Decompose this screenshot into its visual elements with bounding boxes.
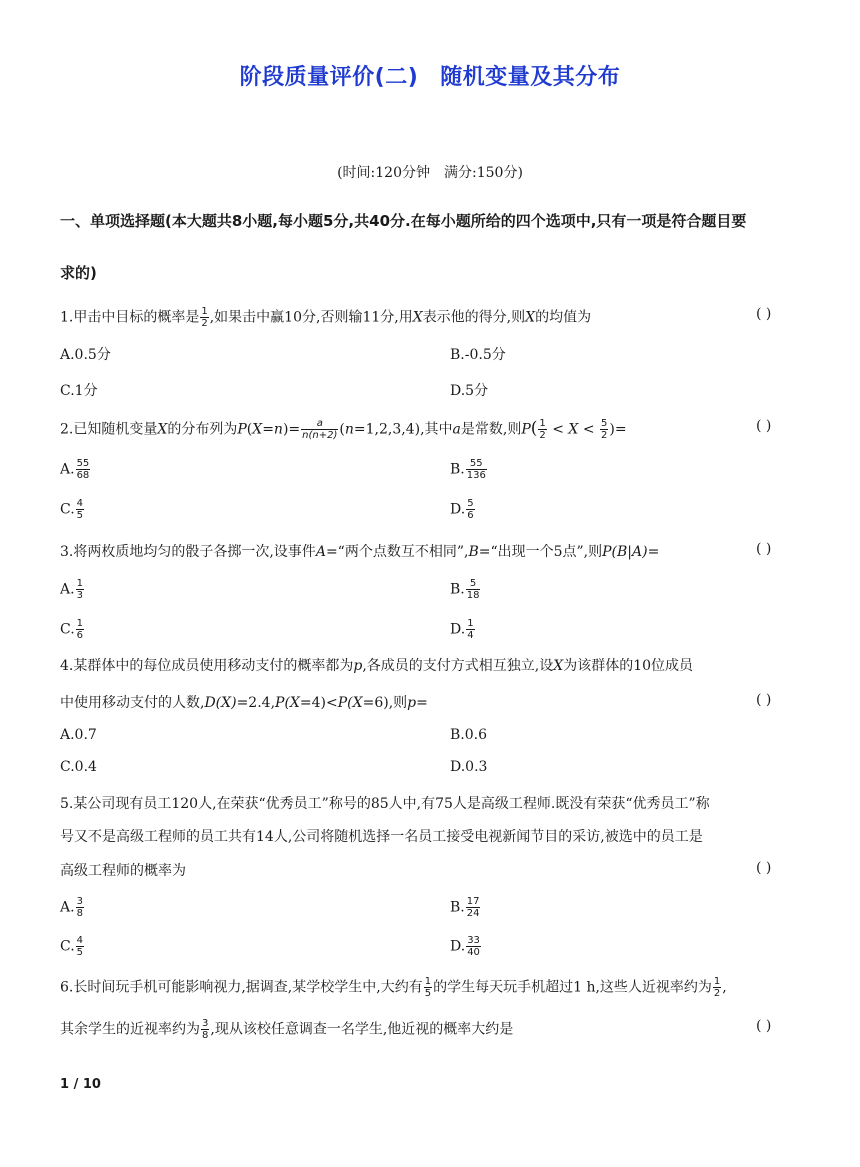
q3-b-den: 18 [466, 590, 480, 601]
q4-prob1: P(X [275, 695, 300, 711]
q1-answer-bracket[interactable]: ( ) [756, 306, 772, 322]
q3-var-b: B [468, 544, 479, 560]
q4-var-x: X [553, 658, 564, 674]
q2-text-i: ( [530, 418, 538, 439]
question-6-line2 [60, 1018, 805, 1041]
q4-variance: D(X) [204, 695, 237, 711]
section-heading-line2: 求的) [60, 264, 97, 282]
q3-answer-bracket[interactable]: ( ) [756, 541, 772, 557]
q5-b-frac [466, 896, 481, 919]
question-6-line1 [60, 976, 805, 999]
q6-frac2 [713, 976, 721, 999]
q3-option-a[interactable] [60, 578, 85, 601]
exam-meta [0, 162, 860, 182]
q6-answer-bracket[interactable]: ( ) [756, 1018, 772, 1034]
q2-answer-bracket[interactable]: ( ) [756, 418, 772, 434]
exam-time: (时间:120分钟 [337, 165, 430, 181]
q4-text-b: ,各成员的支付方式相互独立,设 [362, 658, 554, 674]
q1-text-b: ,如果击中赢10分,否则输11分,用 [209, 309, 413, 326]
q2-inner1-den: 2 [539, 430, 546, 441]
q3-b-num: 5 [469, 578, 477, 589]
q2-text-g: =1,2,3,4),其中 [353, 421, 453, 438]
q1-option-a[interactable]: A.0.5分 [60, 347, 111, 363]
q3-b-frac [466, 578, 481, 601]
q4-prob2: P(X [337, 695, 363, 711]
q1-option-d[interactable]: D.5分 [450, 383, 489, 399]
q5-option-a[interactable] [60, 896, 85, 919]
q6-frac1-num: 1 [424, 976, 432, 987]
q2-var-n2: n [344, 421, 354, 438]
q5-b-label: B. [450, 899, 465, 916]
q4-text-d: 中使用移动支付的人数, [60, 695, 205, 711]
title-part2: 随机变量及其分布 [440, 65, 621, 90]
q3-option-b[interactable] [450, 578, 481, 601]
q3-text-c: =“出现一个5点”,则 [478, 544, 603, 560]
q2-b-den: 136 [466, 470, 486, 481]
q2-inner2-num: 5 [601, 418, 608, 429]
question-4-line1 [60, 655, 805, 675]
q1-option-b[interactable]: B.-0.5分 [450, 347, 506, 363]
q2-text-e: )= [282, 421, 301, 438]
q2-option-c[interactable] [60, 498, 85, 521]
q2-c-num: 4 [76, 498, 84, 509]
q6-frac3 [201, 1018, 209, 1041]
q3-a-label: A. [60, 581, 75, 598]
q2-inner-frac1 [538, 418, 546, 441]
q1-frac-num: 1 [201, 306, 208, 317]
q5-d-label: D. [450, 938, 466, 955]
question-3 [60, 541, 805, 561]
q3-a-num: 1 [76, 578, 83, 589]
q6-frac2-den: 2 [713, 988, 721, 999]
q2-d-frac [466, 498, 474, 521]
q2-text-a: 2.已知随机变量 [60, 421, 158, 438]
q4-option-a[interactable]: A.0.7 [60, 727, 97, 743]
q3-option-d[interactable] [450, 618, 476, 641]
q2-var-a: a [452, 421, 461, 438]
q2-text-c: ( [246, 421, 253, 438]
q3-b-label: B. [450, 581, 465, 598]
q2-var-x2: X [252, 421, 263, 438]
q1-text-a: 1.甲击中目标的概率是 [60, 309, 200, 326]
q2-a-label: A. [60, 461, 75, 478]
q4-text-c: 为该群体的10位成员 [563, 658, 694, 674]
question-4-line2 [60, 692, 805, 712]
question-5-line1: 5.某公司现有员工120人,在荣获“优秀员工”称号的85人中,有75人是高级工程师.既没有荣获“优秀员工”称 [60, 796, 710, 812]
q5-d-frac [466, 935, 481, 958]
q4-option-d[interactable]: D.0.3 [450, 759, 488, 775]
q2-option-d[interactable] [450, 498, 476, 521]
q3-text-b: =“两个点数互不相同”, [325, 544, 469, 560]
question-2 [60, 418, 805, 441]
q1-text-c: 表示他的得分,则 [422, 309, 526, 326]
q6-frac1-den: 5 [424, 988, 432, 999]
title-part1: 阶段质量评价(二) [239, 65, 419, 90]
q6-frac3-den: 8 [202, 1030, 209, 1041]
q1-text-d: 的均值为 [535, 309, 592, 326]
q2-frac-den: n(n+2) [302, 430, 338, 441]
q5-a-num: 3 [76, 896, 83, 907]
q6-frac2-num: 1 [713, 976, 721, 987]
q3-option-c[interactable] [60, 618, 85, 641]
q6-text-c: , [722, 979, 727, 996]
q2-text-f: ( [339, 421, 345, 438]
q4-text-e: =2.4, [236, 695, 276, 711]
q2-prob-p1: P [237, 421, 247, 438]
q3-d-den: 4 [467, 630, 474, 641]
q2-option-a[interactable] [60, 458, 91, 481]
q5-option-c[interactable] [60, 935, 85, 958]
q2-a-num: 55 [76, 458, 90, 469]
section-heading-line1: 一、单项选择题(本大题共8小题,每小题5分,共40分.在每小题所给的四个选项中,只有一项是符合题目要 [60, 212, 747, 230]
q5-c-num: 4 [76, 935, 84, 946]
q4-text-a: 4.某群体中的每位成员使用移动支付的概率都为 [60, 658, 354, 674]
q3-a-frac [76, 578, 84, 601]
q5-a-den: 8 [76, 908, 83, 919]
q3-d-label: D. [450, 621, 466, 638]
q2-d-label: D. [450, 501, 466, 518]
q4-option-c[interactable]: C.0.4 [60, 759, 97, 775]
q3-text-a: 3.将两枚质地均匀的骰子各掷一次,设事件 [60, 544, 316, 560]
q2-text-h: 是常数,则 [460, 421, 522, 438]
q1-fraction [200, 306, 208, 329]
q5-b-den: 24 [466, 908, 480, 919]
q2-inner2-den: 2 [601, 430, 608, 441]
q3-d-num: 1 [467, 618, 474, 629]
q3-c-label: C. [60, 621, 75, 638]
page-title [0, 60, 860, 91]
q5-d-num: 33 [467, 935, 480, 946]
q5-answer-bracket[interactable]: ( ) [756, 860, 772, 876]
q5-b-num: 17 [466, 896, 480, 907]
q3-a-den: 3 [76, 590, 83, 601]
q2-a-frac [76, 458, 91, 481]
q2-inner1-num: 1 [539, 418, 546, 429]
q2-var-x: X [157, 421, 168, 438]
q4-option-b[interactable]: B.0.6 [450, 727, 488, 743]
q2-a-den: 68 [76, 470, 90, 481]
q3-c-den: 6 [76, 630, 84, 641]
q3-c-frac [76, 618, 84, 641]
q2-fraction [301, 418, 338, 441]
q4-var-p2: p [407, 695, 417, 711]
q2-inner-frac2 [600, 418, 608, 441]
q3-text-d: = [647, 544, 660, 560]
q2-text-j: < X < [547, 421, 599, 438]
q3-var-a: A [315, 544, 326, 560]
q4-var-p: p [353, 658, 363, 674]
q3-prob: P(B|A) [602, 544, 648, 560]
q2-text-k: )= [609, 421, 627, 438]
q6-frac1 [424, 976, 432, 999]
q3-c-num: 1 [76, 618, 84, 629]
question-1 [60, 306, 805, 329]
page-number: 1 / 10 [60, 1077, 101, 1092]
q5-a-label: A. [60, 899, 75, 916]
q5-option-b[interactable] [450, 896, 481, 919]
q6-text-b: 的学生每天玩手机超过1 h,这些人近视率约为 [433, 979, 712, 996]
q5-c-frac [76, 935, 84, 958]
q6-text-a: 6.长时间玩手机可能影响视力,据调查,某学校学生中,大约有 [60, 979, 423, 996]
q4-text-f: =4)< [299, 695, 338, 711]
q4-text-h: = [416, 695, 428, 711]
q2-frac-num: a [316, 418, 323, 429]
q1-var-x2: X [525, 309, 536, 326]
q2-text-b: 的分布列为 [167, 421, 238, 438]
q2-prob-p2: P [521, 421, 531, 438]
q1-var-x1: X [412, 309, 423, 326]
q2-option-b[interactable] [450, 458, 488, 481]
q2-c-den: 5 [76, 510, 84, 521]
q2-b-label: B. [450, 461, 465, 478]
q2-text-d: = [262, 421, 274, 438]
q5-option-d[interactable] [450, 935, 482, 958]
q2-c-label: C. [60, 501, 75, 518]
q5-c-den: 5 [76, 947, 84, 958]
q5-d-den: 40 [467, 947, 480, 958]
q4-text-g: =6),则 [362, 695, 408, 711]
q1-option-c[interactable]: C.1分 [60, 383, 98, 399]
question-5-line2: 号又不是高级工程师的员工共有14人,公司将随机选择一名员工接受电视新闻节目的采访,被选中的员工是 [60, 829, 703, 845]
q2-d-num: 5 [467, 498, 474, 509]
q6-text-e: ,现从该校任意调查一名学生,他近视的概率大约是 [210, 1021, 514, 1038]
question-5-line3: 高级工程师的概率为 [60, 863, 186, 879]
q6-frac3-num: 3 [202, 1018, 209, 1029]
q4-answer-bracket[interactable]: ( ) [756, 692, 772, 708]
q6-text-d: 其余学生的近视率约为 [60, 1021, 200, 1038]
q5-a-frac [76, 896, 84, 919]
exam-score: 满分:150分) [444, 165, 523, 181]
q2-b-frac [466, 458, 487, 481]
q2-var-n: n [273, 421, 283, 438]
q2-d-den: 6 [467, 510, 474, 521]
q5-c-label: C. [60, 938, 75, 955]
q3-d-frac [466, 618, 474, 641]
q1-frac-den: 2 [201, 318, 208, 329]
q2-c-frac [76, 498, 84, 521]
q2-b-num: 55 [469, 458, 483, 469]
